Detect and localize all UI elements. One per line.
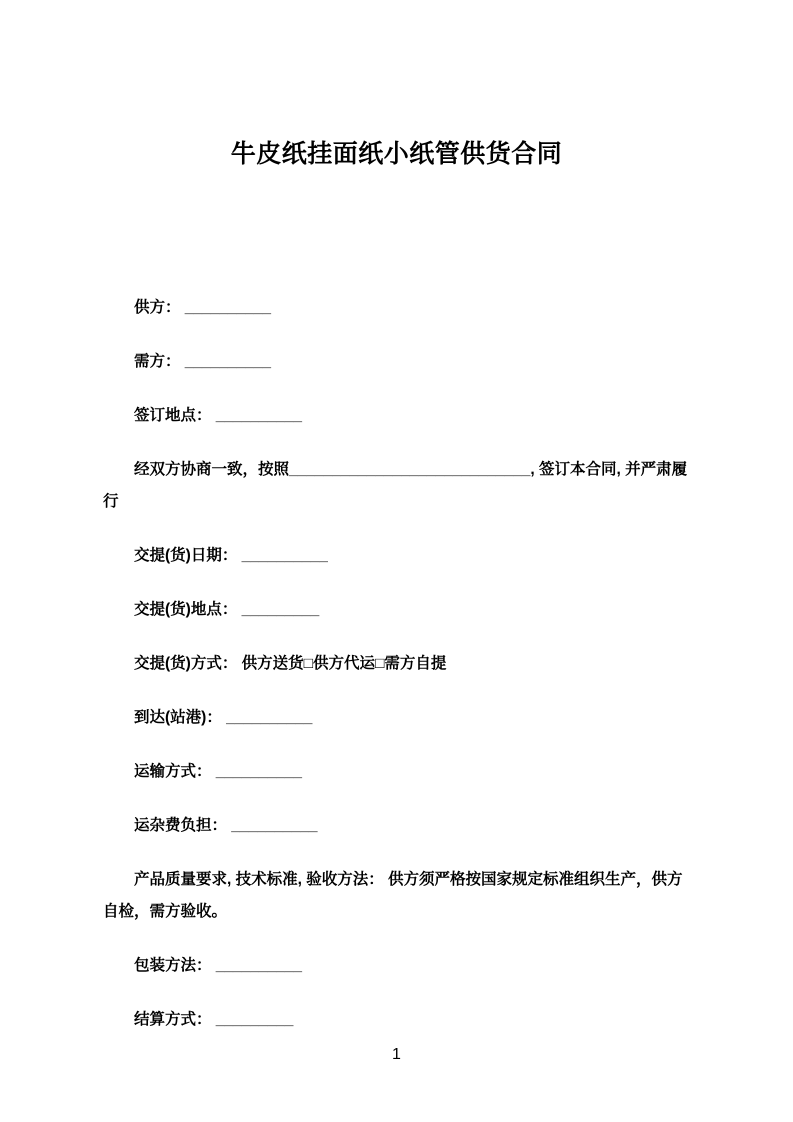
clause-quality-requirements: 产品质量要求, 技术标准, 验收方法： 供方须严格按国家规定标准组织生产，供方自检，需方验收。 (103, 871, 683, 920)
page-number: 1 (392, 1046, 401, 1063)
field-arrival-station-port: 到达(站港)： __________ (134, 709, 313, 726)
field-delivery-place: 交提(货)地点： _________ (134, 601, 320, 618)
field-delivery-date: 交提(货)日期： __________ (134, 547, 328, 564)
document-body (0, 170, 793, 1036)
document-title: 牛皮纸挂面纸小纸管供货合同 (230, 140, 563, 168)
field-transport-method: 运输方式： __________ (134, 763, 303, 780)
field-freight-cost-burden: 运杂费负担： __________ (134, 817, 318, 834)
field-supplier: 供方： __________ (134, 299, 272, 316)
field-settlement-method: 结算方式： _________ (134, 1011, 294, 1028)
field-packing-method: 包装方法： __________ (134, 957, 303, 974)
field-buyer: 需方： __________ (134, 353, 272, 370)
field-delivery-method-checkboxes: 交提(货)方式： 供方送货□供方代运□需方自提 (134, 655, 447, 672)
clause-agreement-basis: 经双方协商一致，按照____________________________, 签订本合同, 并严肃履行 (103, 461, 688, 510)
field-signing-place: 签订地点： __________ (134, 407, 303, 424)
